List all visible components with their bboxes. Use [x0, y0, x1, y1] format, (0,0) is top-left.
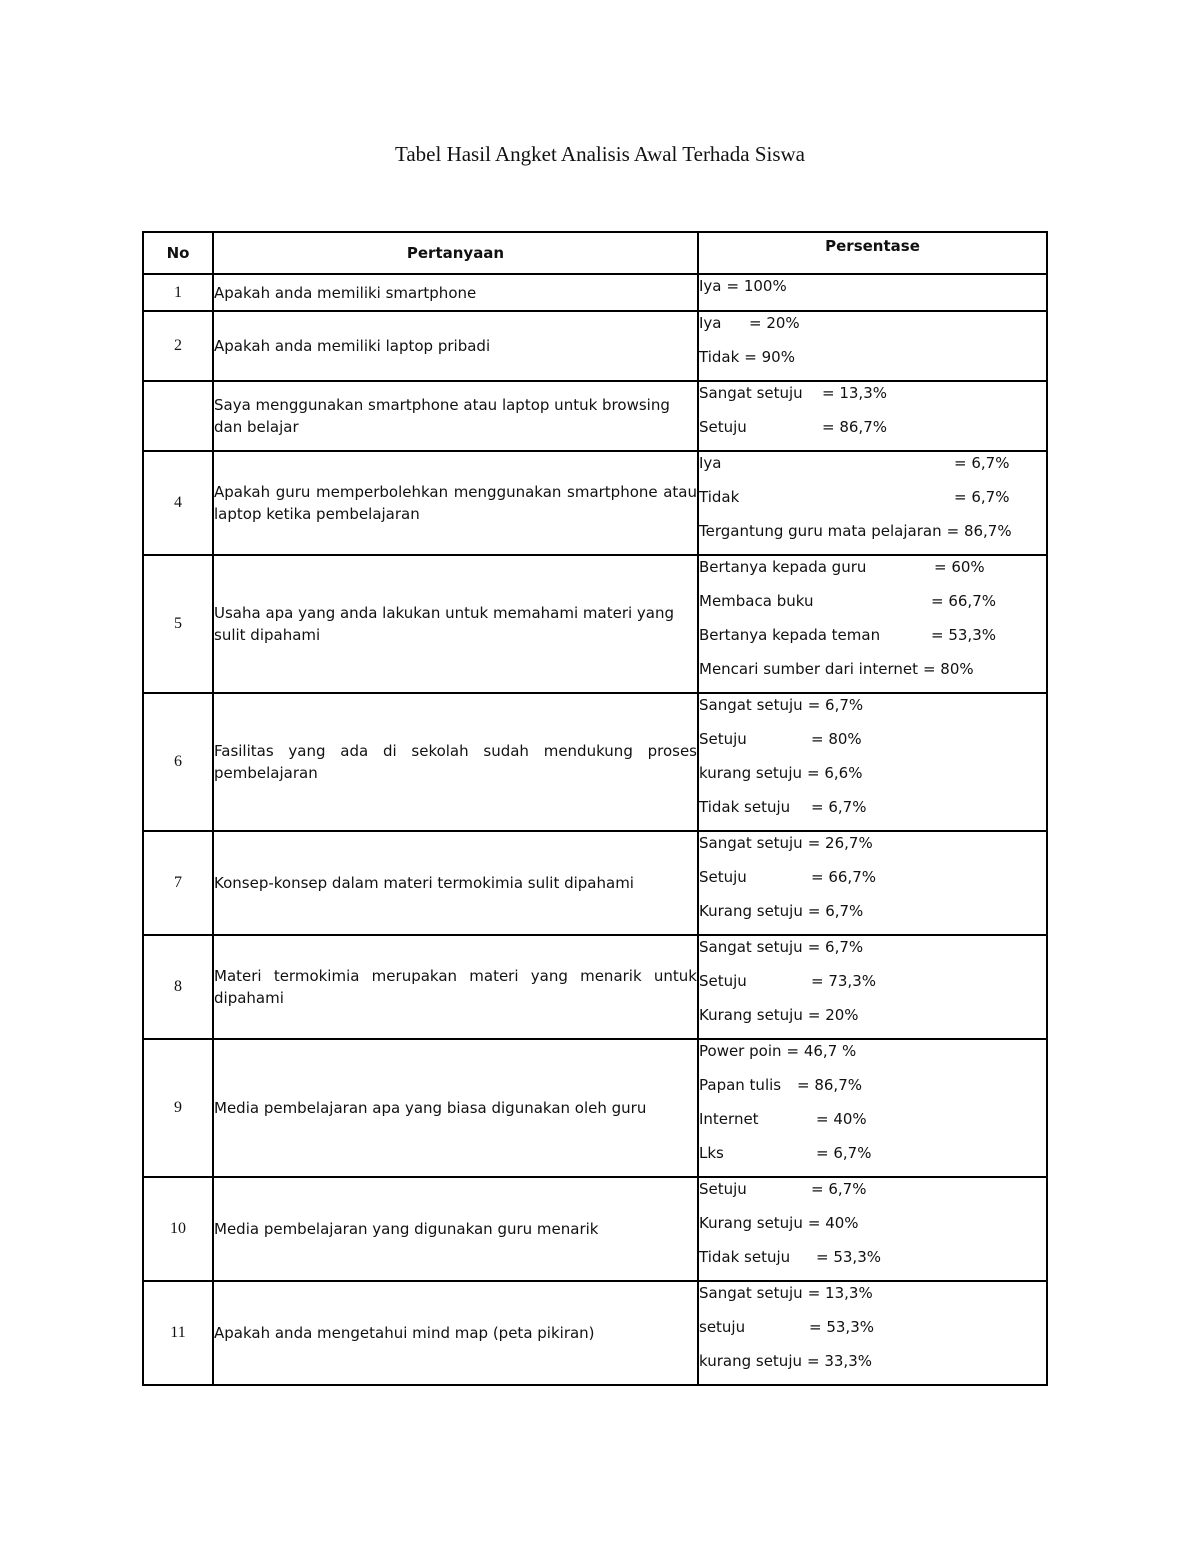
- answer-value: = 6,7%: [807, 938, 864, 956]
- answer-value: = 20%: [807, 1006, 859, 1024]
- answer-label: kurang setuju: [699, 764, 802, 782]
- answer-line: [699, 486, 1046, 520]
- answer-line: [699, 1178, 1046, 1212]
- row-number: 10: [143, 1177, 213, 1281]
- answer-line: [699, 382, 1046, 416]
- answer-label: Iya: [699, 277, 722, 295]
- answer-value: = 73,3%: [811, 972, 876, 990]
- answer-label: Sangat setuju: [699, 384, 803, 402]
- answer-label: Sangat setuju: [699, 1284, 803, 1302]
- row-percentage: [698, 274, 1047, 311]
- answer-value: = 6,7%: [807, 902, 864, 920]
- answer-line: [699, 590, 1046, 624]
- answer-label: Lks: [699, 1144, 724, 1162]
- table-row: [143, 451, 1047, 555]
- answer-line: [699, 728, 1046, 762]
- row-question: Media pembelajaran apa yang biasa digunakan oleh guru: [213, 1039, 698, 1177]
- answer-label: Setuju: [699, 730, 747, 748]
- row-question: Apakah anda memiliki laptop pribadi: [213, 311, 698, 381]
- table-row: [143, 1281, 1047, 1385]
- table-row: [143, 555, 1047, 693]
- answer-label: Power poin: [699, 1042, 782, 1060]
- row-number: 8: [143, 935, 213, 1039]
- row-number: [143, 381, 213, 451]
- answer-line: [699, 762, 1046, 796]
- answer-value: = 13,3%: [822, 384, 887, 402]
- answer-line: [699, 796, 1046, 830]
- answer-value: = 26,7%: [807, 834, 873, 852]
- answer-line: [699, 1282, 1046, 1316]
- row-percentage: [698, 935, 1047, 1039]
- answer-line: [699, 866, 1046, 900]
- answer-value: = 6,6%: [807, 764, 863, 782]
- table-row: [143, 274, 1047, 311]
- answer-label: Internet: [699, 1110, 759, 1128]
- answer-label: Tidak: [699, 488, 740, 506]
- answer-label: Tidak setuju: [699, 1248, 791, 1266]
- answer-label: Kurang setuju: [699, 902, 803, 920]
- table-header-row: [143, 232, 1047, 274]
- answer-label: Setuju: [699, 418, 747, 436]
- answer-label: Sangat setuju: [699, 938, 803, 956]
- row-number: 2: [143, 311, 213, 381]
- row-number: 6: [143, 693, 213, 831]
- answer-label: Setuju: [699, 972, 747, 990]
- answer-line: [699, 556, 1046, 590]
- answer-value: = 6,7%: [807, 696, 864, 714]
- row-number: 1: [143, 274, 213, 311]
- row-number: 11: [143, 1281, 213, 1385]
- answer-line: [699, 1004, 1046, 1038]
- row-question: Usaha apa yang anda lakukan untuk memahami materi yang sulit dipahami: [213, 555, 698, 693]
- answer-value: = 100%: [726, 277, 787, 295]
- row-percentage: [698, 451, 1047, 555]
- answer-value: = 20%: [749, 314, 800, 332]
- row-number: 9: [143, 1039, 213, 1177]
- answer-value: = 53,3%: [816, 1248, 881, 1266]
- row-percentage: [698, 381, 1047, 451]
- answer-value: = 6,7%: [811, 798, 867, 816]
- answer-line: [699, 900, 1046, 934]
- answer-value: = 6,7%: [954, 488, 1010, 506]
- answer-value: = 86,7%: [822, 418, 887, 436]
- answer-value: = 13,3%: [807, 1284, 873, 1302]
- answer-value: = 46,7 %: [786, 1042, 857, 1060]
- row-question: Fasilitas yang ada di sekolah sudah mendukung proses pembelajaran: [213, 693, 698, 831]
- table-row: [143, 935, 1047, 1039]
- answer-label: kurang setuju: [699, 1352, 802, 1370]
- answer-value: = 60%: [934, 558, 985, 576]
- answer-label: Bertanya kepada guru: [699, 558, 867, 576]
- row-question: Materi termokimia merupakan materi yang menarik untuk dipahami: [213, 935, 698, 1039]
- answer-line: [699, 936, 1046, 970]
- answer-value: = 90%: [744, 348, 795, 366]
- answer-line: [699, 346, 1046, 380]
- answer-label: Kurang setuju: [699, 1006, 803, 1024]
- answer-value: = 66,7%: [811, 868, 876, 886]
- answer-value: = 66,7%: [931, 592, 996, 610]
- answer-label: Bertanya kepada teman: [699, 626, 881, 644]
- answer-line: [699, 1108, 1046, 1142]
- answer-label: Setuju: [699, 1180, 747, 1198]
- answer-label: setuju: [699, 1318, 746, 1336]
- answer-label: Mencari sumber dari internet: [699, 660, 918, 678]
- answer-line: [699, 694, 1046, 728]
- answer-line: [699, 658, 1046, 692]
- table-row: [143, 311, 1047, 381]
- answer-value: = 40%: [816, 1110, 867, 1128]
- answer-line: [699, 624, 1046, 658]
- row-percentage: [698, 311, 1047, 381]
- answer-value: = 53,3%: [809, 1318, 874, 1336]
- header-percentage: Persentase: [698, 232, 1047, 274]
- row-question: Apakah anda mengetahui mind map (peta pikiran): [213, 1281, 698, 1385]
- answer-line: [699, 520, 1046, 554]
- page-title: Tabel Hasil Angket Analisis Awal Terhada Siswa: [394, 142, 805, 166]
- answer-label: Membaca buku: [699, 592, 814, 610]
- answer-value: = 80%: [811, 730, 862, 748]
- table-body: [143, 274, 1047, 1385]
- answer-label: Setuju: [699, 868, 747, 886]
- header-no: No: [143, 232, 213, 274]
- answer-line: [699, 1074, 1046, 1108]
- answer-value: = 6,7%: [954, 454, 1010, 472]
- row-percentage: [698, 693, 1047, 831]
- row-question: Apakah anda memiliki smartphone: [213, 274, 698, 311]
- row-number: 5: [143, 555, 213, 693]
- row-percentage: [698, 1039, 1047, 1177]
- row-percentage: [698, 1281, 1047, 1385]
- answer-value: = 6,7%: [816, 1144, 872, 1162]
- table-row: [143, 1177, 1047, 1281]
- row-question: Konsep-konsep dalam materi termokimia sulit dipahami: [213, 831, 698, 935]
- answer-line: [699, 1040, 1046, 1074]
- answer-label: Sangat setuju: [699, 834, 803, 852]
- row-percentage: [698, 831, 1047, 935]
- answer-value: = 33,3%: [807, 1352, 872, 1370]
- row-number: 7: [143, 831, 213, 935]
- table-row: [143, 831, 1047, 935]
- answer-line: [699, 832, 1046, 866]
- answer-value: = 6,7%: [811, 1180, 867, 1198]
- answer-value: = 53,3%: [931, 626, 996, 644]
- answer-line: [699, 1350, 1046, 1384]
- table-row: [143, 381, 1047, 451]
- answer-label: Iya: [699, 314, 722, 332]
- row-percentage: [698, 555, 1047, 693]
- header-question: Pertanyaan: [213, 232, 698, 274]
- answer-value: = 86,7%: [797, 1076, 862, 1094]
- row-question: Apakah guru memperbolehkan menggunakan smartphone atau laptop ketika pembelajaran: [213, 451, 698, 555]
- row-percentage: [698, 1177, 1047, 1281]
- table-row: [143, 693, 1047, 831]
- answer-label: Tidak: [699, 348, 740, 366]
- answer-line: [699, 970, 1046, 1004]
- answer-label: Sangat setuju: [699, 696, 803, 714]
- answer-label: Iya: [699, 454, 722, 472]
- answer-line: [699, 1316, 1046, 1350]
- answer-value: = 86,7%: [946, 522, 1012, 540]
- answer-label: Tergantung guru mata pelajaran: [699, 522, 942, 540]
- answer-label: Papan tulis: [699, 1076, 782, 1094]
- answer-label: Kurang setuju: [699, 1214, 803, 1232]
- answer-value: = 80%: [922, 660, 974, 678]
- answer-line: [699, 1142, 1046, 1176]
- answer-line: [699, 452, 1046, 486]
- row-number: 4: [143, 451, 213, 555]
- survey-results-table: [142, 231, 1048, 1386]
- row-question: Saya menggunakan smartphone atau laptop untuk browsing dan belajar: [213, 381, 698, 451]
- answer-label: Tidak setuju: [699, 798, 791, 816]
- answer-line: [699, 1212, 1046, 1246]
- answer-line: [699, 275, 1046, 309]
- answer-line: [699, 312, 1046, 346]
- answer-line: [699, 416, 1046, 450]
- answer-value: = 40%: [807, 1214, 859, 1232]
- answer-line: [699, 1246, 1046, 1280]
- table-row: [143, 1039, 1047, 1177]
- row-question: Media pembelajaran yang digunakan guru menarik: [213, 1177, 698, 1281]
